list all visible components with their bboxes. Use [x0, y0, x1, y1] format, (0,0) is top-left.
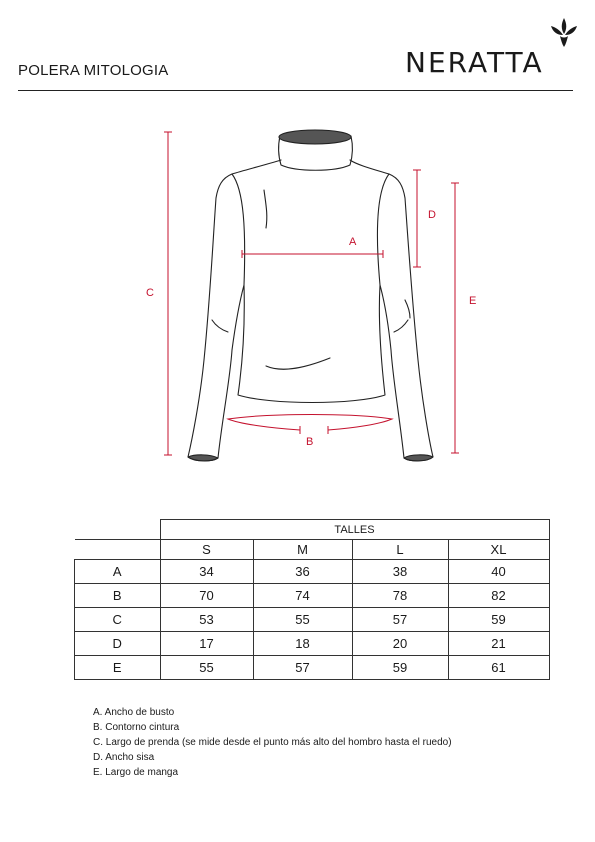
table-cell: 57	[253, 656, 352, 680]
table-cell: 38	[352, 560, 448, 584]
row-label: D	[75, 632, 161, 656]
body-outline	[188, 160, 433, 461]
table-row	[75, 632, 550, 656]
table-cell: 34	[160, 560, 253, 584]
row-label: A	[75, 560, 161, 584]
size-table	[74, 519, 550, 680]
legend-item: A. Ancho de busto	[93, 707, 175, 718]
legend-item: B. Contorno cintura	[93, 722, 180, 733]
row-label: C	[75, 608, 161, 632]
table-cell: 57	[352, 608, 448, 632]
table-cell: 36	[253, 560, 352, 584]
row-label: E	[75, 656, 161, 680]
table-cell: 21	[448, 632, 549, 656]
size-header: S	[160, 540, 253, 560]
table-cell: 55	[253, 608, 352, 632]
table-cell: 59	[448, 608, 549, 632]
size-header: XL	[448, 540, 549, 560]
left-cuff	[188, 455, 218, 461]
size-header: L	[352, 540, 448, 560]
brand-logo: NERATTA	[405, 46, 544, 79]
table-row	[75, 656, 550, 680]
table-cell: 40	[448, 560, 549, 584]
label-b: B	[306, 436, 314, 448]
measurement-legend	[93, 705, 452, 780]
table-cell: 18	[253, 632, 352, 656]
label-d: D	[428, 209, 436, 221]
table-cell: 17	[160, 632, 253, 656]
table-cell: 55	[160, 656, 253, 680]
size-table-caption: TALLES	[160, 520, 549, 540]
table-cell: 20	[352, 632, 448, 656]
label-e: E	[469, 295, 477, 307]
legend-item: E. Largo de manga	[93, 767, 179, 778]
table-row	[75, 584, 550, 608]
legend-item: C. Largo de prenda (se mide desde el punto más alto del hombro hasta el ruedo)	[93, 737, 452, 748]
label-a: A	[349, 236, 357, 248]
table-row	[75, 608, 550, 632]
table-cell: 59	[352, 656, 448, 680]
table-cell: 78	[352, 584, 448, 608]
right-sleeve-seam	[377, 174, 389, 285]
row-label: B	[75, 584, 161, 608]
table-cell: 74	[253, 584, 352, 608]
table-cell: 82	[448, 584, 549, 608]
table-row	[75, 560, 550, 584]
legend-item: D. Ancho sisa	[93, 752, 155, 763]
size-header: M	[253, 540, 352, 560]
measure-b-line	[228, 415, 392, 431]
table-cell: 61	[448, 656, 549, 680]
label-c: C	[146, 287, 154, 299]
table-cell: 70	[160, 584, 253, 608]
right-cuff	[404, 455, 433, 461]
left-sleeve-seam	[232, 174, 245, 285]
table-cell: 53	[160, 608, 253, 632]
page-title: POLERA MITOLOGIA	[18, 62, 169, 79]
collar-opening	[279, 130, 351, 144]
